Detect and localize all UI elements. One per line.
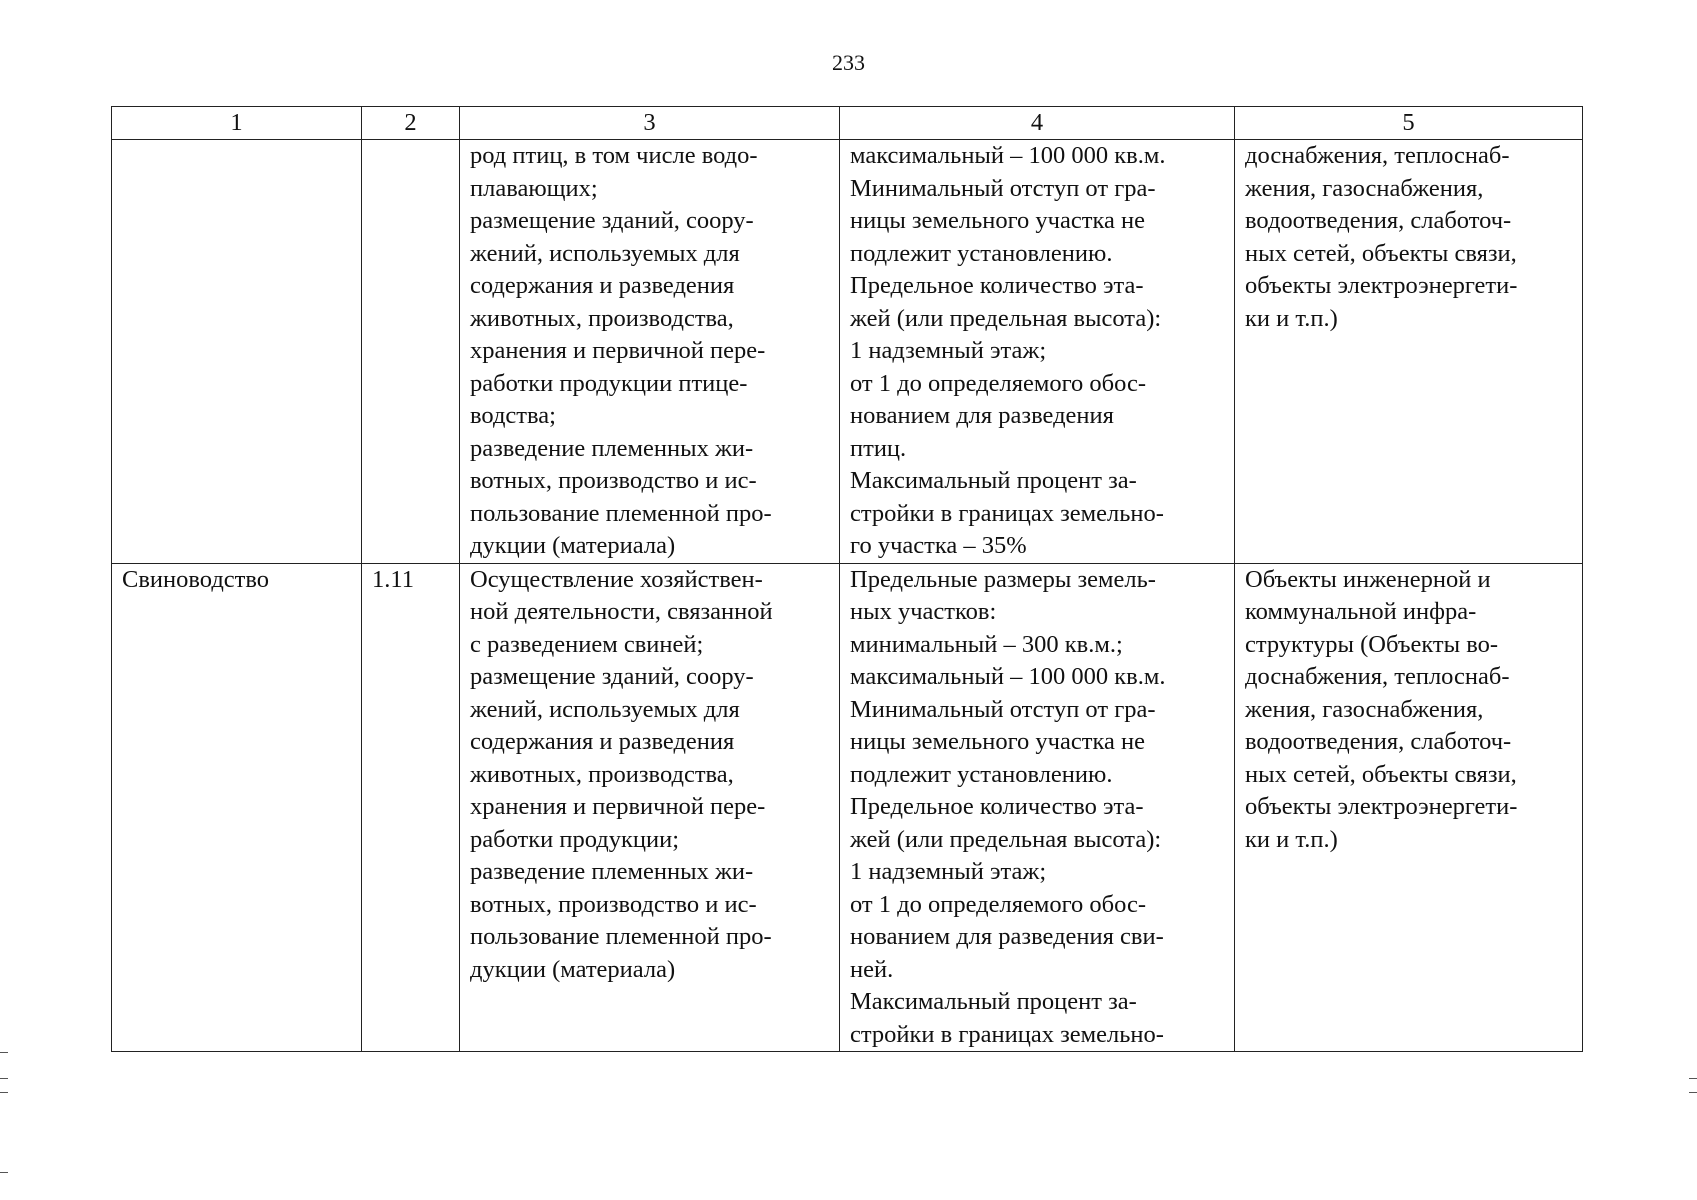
page-number: 233 bbox=[832, 50, 865, 75]
use-name-cell bbox=[112, 140, 362, 564]
use-parameters-cell: Предельные размеры земель- ных участков: минимальный – 300 кв.м.; максимальный – 100 000 кв.м. Минимальный отступ от гра- ницы земельного участка не подлежит установлению. Предельное количество эта- жей (или предельная высота): 1 надземный этаж; от 1 до определяемого обос- нованием для разведения сви- ней. Максимальный процент за- стройки в границах земельно- bbox=[840, 563, 1235, 1052]
column-header-5: 5 bbox=[1235, 107, 1583, 140]
use-code-cell bbox=[362, 140, 460, 564]
use-parameters-cell: максимальный – 100 000 кв.м. Минимальный отступ от гра- ницы земельного участка не подлежит установлению. Предельное количество эта- жей (или предельная высота): 1 надземный этаж; от 1 до определяемого обос- нованием для разведения птиц. Максимальный процент за- стройки в границах земельно- го участка – 35% bbox=[840, 140, 1235, 564]
table-header-row bbox=[112, 107, 1583, 140]
scan-edge-mark bbox=[0, 1078, 8, 1079]
use-code-cell: 1.11 bbox=[362, 563, 460, 1052]
use-description-cell: Осуществление хозяйствен- ной деятельности, связанной с разведением свиней; размещение зданий, соору- жений, используемых для содержания и разведения животных, производства, хранения и первичной пере- работки продукции; разведение племенных жи- вотных, производство и ис- пользование племенной про- дукции (материала) bbox=[460, 563, 840, 1052]
land-use-table bbox=[111, 106, 1583, 1052]
table-row bbox=[112, 140, 1583, 564]
use-description-cell: род птиц, в том числе водо- плавающих; размещение зданий, соору- жений, используемых для содержания и разведения животных, производства, хранения и первичной пере- работки продукции птице- водства; разведение племенных жи- вотных, производство и ис- пользование племенной про- дукции (материала) bbox=[460, 140, 840, 564]
use-infrastructure-cell: Объекты инженерной и коммунальной инфра- структуры (Объекты во- доснабжения, теплоснаб- жения, газоснабжения, водоотведения, слаботоч- ных сетей, объекты связи, объекты электроэнергети- ки и т.п.) bbox=[1235, 563, 1583, 1052]
column-header-1: 1 bbox=[112, 107, 362, 140]
column-header-2: 2 bbox=[362, 107, 460, 140]
scan-edge-mark bbox=[1689, 1078, 1697, 1079]
scan-edge-mark bbox=[0, 1172, 8, 1173]
table-row bbox=[112, 563, 1583, 1052]
scan-edge-mark bbox=[1689, 1092, 1697, 1093]
column-header-3: 3 bbox=[460, 107, 840, 140]
use-infrastructure-cell: доснабжения, теплоснаб- жения, газоснабжения, водоотведения, слаботоч- ных сетей, объекты связи, объекты электроэнергети- ки и т.п.) bbox=[1235, 140, 1583, 564]
column-header-4: 4 bbox=[840, 107, 1235, 140]
scan-edge-mark bbox=[0, 1092, 8, 1093]
use-name-cell: Свиноводство bbox=[112, 563, 362, 1052]
scan-edge-mark bbox=[0, 1052, 8, 1053]
